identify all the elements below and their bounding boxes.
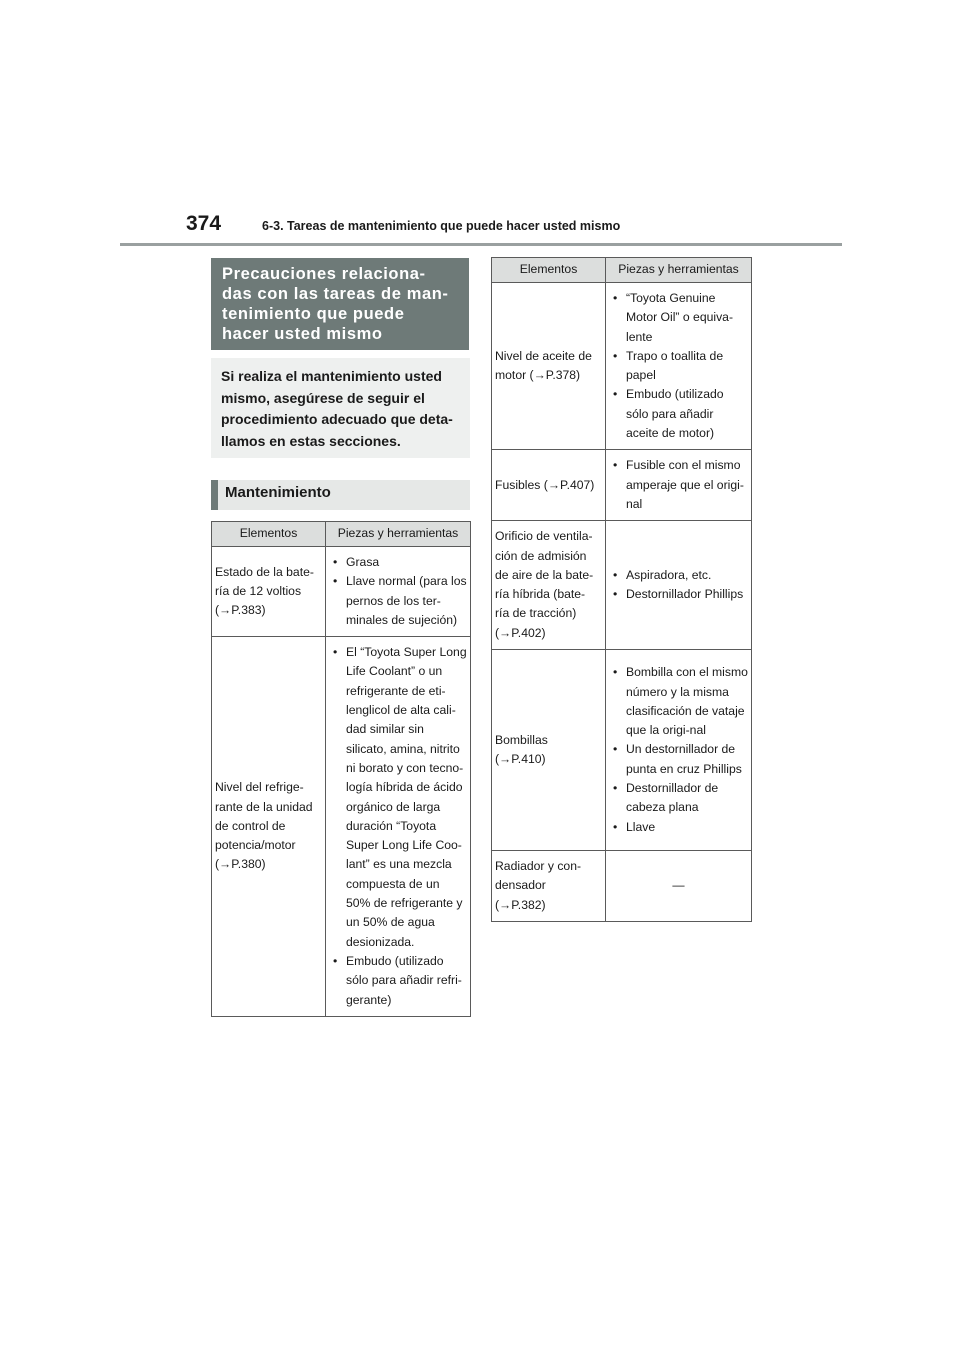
tools-list: [609, 663, 748, 837]
element-line: ría de 12 voltios: [215, 583, 302, 598]
intro-line: Si realiza el mantenimiento usted: [221, 368, 442, 384]
element-cell: [212, 637, 326, 1017]
tools-cell: [606, 851, 752, 922]
tools-cell: [326, 637, 471, 1017]
element-cell: [492, 450, 606, 521]
tools-list: [609, 289, 748, 443]
header-divider: [120, 243, 842, 246]
empty-dash: —: [672, 878, 685, 893]
list-item: • Bombilla con el mismo número y la misma clasificación de vataje que la origi-nal: [609, 663, 748, 740]
table-row: [492, 650, 752, 851]
list-item: • Un destornillador de punta en cruz Phillips: [609, 740, 748, 779]
element-line: Radiador y con-: [495, 859, 582, 874]
intro-line: procedimiento adecuado que deta-: [221, 411, 453, 427]
list-item: • Llave: [609, 818, 748, 837]
table-row: [492, 450, 752, 521]
list-item: • Embudo (utilizado sólo para añadir refri-gerante): [329, 952, 467, 1010]
tools-cell: [606, 521, 752, 650]
precautions-title: [222, 264, 461, 344]
maintenance-heading-text: Mantenimiento: [225, 484, 331, 501]
tools-cell: [606, 650, 752, 851]
column-header-tools: Piezas y herramientas: [326, 522, 471, 547]
page-number: 374: [186, 212, 222, 235]
precautions-title-line: hacer usted mismo: [222, 325, 383, 343]
element-line: (→P.410): [495, 752, 546, 767]
element-line: Estado de la bate-: [215, 564, 314, 579]
element-cell: [492, 650, 606, 851]
list-item: • “Toyota Genuine Motor Oil” o equiva-lente: [609, 289, 748, 347]
precautions-title-line: tenimiento que puede: [222, 305, 405, 323]
element-line: Nivel de aceite de: [495, 348, 592, 363]
maintenance-table-left: [211, 521, 471, 1017]
list-item: • Fusible con el mismo amperaje que el origi-nal: [609, 456, 748, 514]
element-line: ción de admisión: [495, 548, 587, 563]
maintenance-heading: [211, 480, 470, 510]
table-row: [492, 521, 752, 650]
table-row: [492, 283, 752, 450]
element-line: motor (→P.378): [495, 368, 581, 383]
element-line: potencia/motor: [215, 838, 296, 853]
table-row: [492, 851, 752, 922]
maintenance-table-right: [491, 257, 752, 922]
tools-cell: [326, 547, 471, 637]
intro-line: mismo, asegúrese de seguir el: [221, 389, 425, 406]
tools-list: [609, 456, 748, 514]
element-line: Orificio de ventila-: [495, 529, 593, 544]
intro-line: llamos en estas secciones.: [221, 432, 401, 449]
precautions-title-line: das con las tareas de man-: [222, 285, 449, 303]
element-cell: [492, 521, 606, 650]
element-line: Nivel del refrige-: [215, 780, 304, 795]
element-line: (→P.380): [215, 857, 266, 872]
element-cell: [492, 851, 606, 922]
list-item: • El “Toyota Super Long Life Coolant” o un refrigerante de eti-lenglicol de alta cali-dad similar sin silicato, amina, nitrito ni borato y con tecno-logía híbrida de ácido orgánico de larga duración “Toyota Super Long Life Coo-lant” es una mezcla compuesta de un 50% de refrigerante y un 50% de agua desionizada.: [329, 643, 467, 952]
precautions-title-full: [0, 0, 1, 1]
tools-list: [329, 643, 467, 1010]
element-line: (→P.382): [495, 897, 546, 912]
element-cell: [212, 547, 326, 637]
element-line: Fusibles (→P.407): [495, 477, 595, 492]
column-header-elements: Elementos: [212, 522, 326, 547]
element-line: de aire de la bate-: [495, 567, 594, 582]
element-line: de control de: [215, 818, 286, 833]
element-cell: [492, 283, 606, 450]
tools-cell: [606, 450, 752, 521]
table-row: [212, 547, 471, 637]
section-title: 6-3. Tareas de mantenimiento que puede hacer usted mismo: [262, 219, 621, 233]
intro-box: [211, 358, 470, 458]
element-line: (→P.402): [495, 625, 546, 640]
precautions-title-line: Precauciones relaciona-: [222, 265, 426, 283]
precautions-banner: [211, 258, 469, 350]
element-line: (→P.383): [215, 603, 266, 618]
list-item: • Aspiradora, etc.: [609, 566, 748, 585]
list-item: • Embudo (utilizado sólo para añadir aceite de motor): [609, 385, 748, 443]
element-line: densador: [495, 878, 546, 893]
column-header-elements: Elementos: [492, 258, 606, 283]
list-item: • Destornillador de cabeza plana: [609, 779, 748, 818]
list-item: • Grasa: [329, 553, 467, 572]
element-line: Bombillas: [495, 732, 548, 747]
list-item: • Destornillador Phillips: [609, 585, 748, 604]
table-header-row: [212, 522, 471, 547]
tools-list: [609, 566, 748, 605]
table-row: [212, 637, 471, 1017]
column-header-tools: Piezas y herramientas: [606, 258, 752, 283]
element-line: rante de la unidad: [215, 799, 313, 814]
tools-cell: [606, 283, 752, 450]
intro-text: [221, 366, 460, 452]
element-line: ría híbrida (bate-: [495, 587, 586, 602]
list-item: • Llave normal (para los pernos de los ter-minales de sujeción): [329, 572, 467, 630]
tools-list: [329, 553, 467, 630]
element-line: ría de tracción): [495, 606, 577, 621]
list-item: • Trapo o toallita de papel: [609, 347, 748, 386]
table-header-row: [492, 258, 752, 283]
